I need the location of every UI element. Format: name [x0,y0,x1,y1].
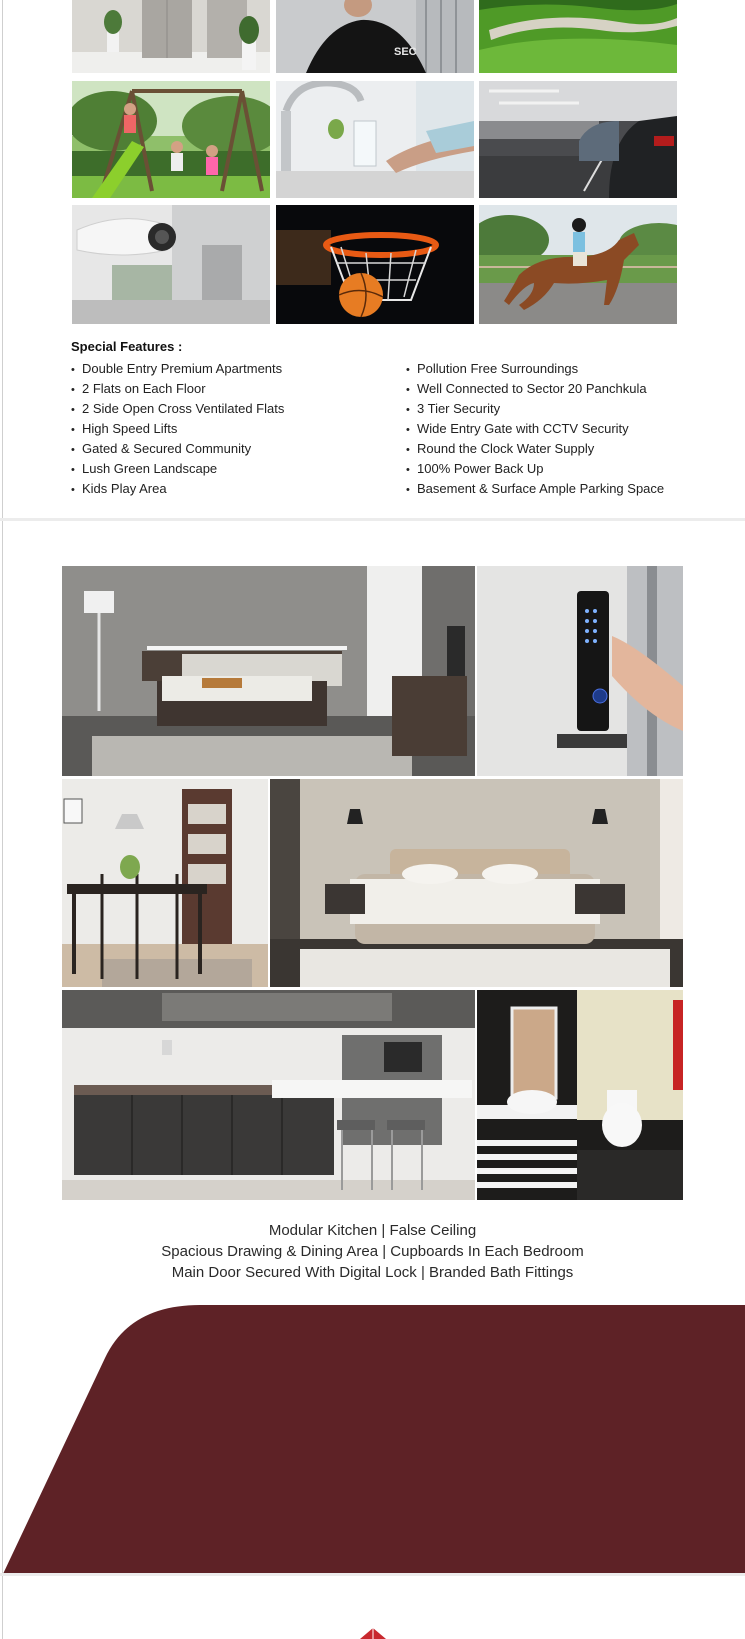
brand-logo-icon [360,1628,386,1639]
interiors-caption-line-2: Spacious Drawing & Dining Area | Cupboards In Each Bedroom [161,1243,584,1260]
maroon-wave-shape [0,1303,745,1574]
bullet-icon: • [71,424,75,436]
photo-bathroom [477,990,683,1200]
bullet-icon: • [71,404,75,416]
bullet-icon: • [406,384,410,396]
features-heading: Special Features : [71,339,183,354]
feature-item: • Wide Entry Gate with CCTV Security [406,419,664,439]
bullet-icon: • [406,424,410,436]
bullet-icon: • [71,484,75,496]
feature-item: • 2 Flats on Each Floor [71,379,284,399]
feature-item: • 2 Side Open Cross Ventilated Flats [71,399,284,419]
feature-item: • Basement & Surface Ample Parking Space [406,479,664,499]
photo-water-glass [276,81,474,198]
photo-master-bedroom [62,566,475,776]
features-list-left [71,359,284,499]
photo-dining-area [62,779,268,987]
bullet-icon: • [71,384,75,396]
photo-cctv-camera [72,205,270,324]
feature-item: • 3 Tier Security [406,399,664,419]
bullet-icon: • [71,464,75,476]
feature-item: • Kids Play Area [71,479,284,499]
photo-second-bedroom [270,779,683,987]
photo-horse-riding [479,205,677,324]
bullet-icon: • [406,484,410,496]
bullet-icon: • [406,444,410,456]
interiors-caption-line-3: Main Door Secured With Digital Lock | Branded Bath Fittings [171,1264,574,1281]
interiors-caption-line-1: Modular Kitchen | False Ceiling [268,1222,477,1239]
bullet-icon: • [71,364,75,376]
feature-item: • Gated & Secured Community [71,439,284,459]
bullet-icon: • [406,404,410,416]
photo-lift-lobby [72,0,270,73]
feature-item: • Round the Clock Water Supply [406,439,664,459]
photo-kids-swing [72,81,270,198]
photo-landscape-lawn [479,0,677,73]
photo-digital-lock [477,566,683,776]
feature-item: • Double Entry Premium Apartments [71,359,284,379]
feature-item: • High Speed Lifts [71,419,284,439]
page-divider [0,1573,745,1576]
photo-basketball-hoop [276,205,474,324]
photo-security-guard [276,0,474,73]
photo-basement-parking [479,81,677,198]
photo-modular-kitchen [62,990,475,1200]
feature-item: • Well Connected to Sector 20 Panchkula [406,379,664,399]
bullet-icon: • [406,364,410,376]
features-list-right [406,359,664,499]
svg-text:SEC: SEC [394,46,417,58]
feature-item: • 100% Power Back Up [406,459,664,479]
bullet-icon: • [71,444,75,456]
feature-item: • Lush Green Landscape [71,459,284,479]
bullet-icon: • [406,464,410,476]
page-divider [0,518,745,521]
feature-item: • Pollution Free Surroundings [406,359,664,379]
